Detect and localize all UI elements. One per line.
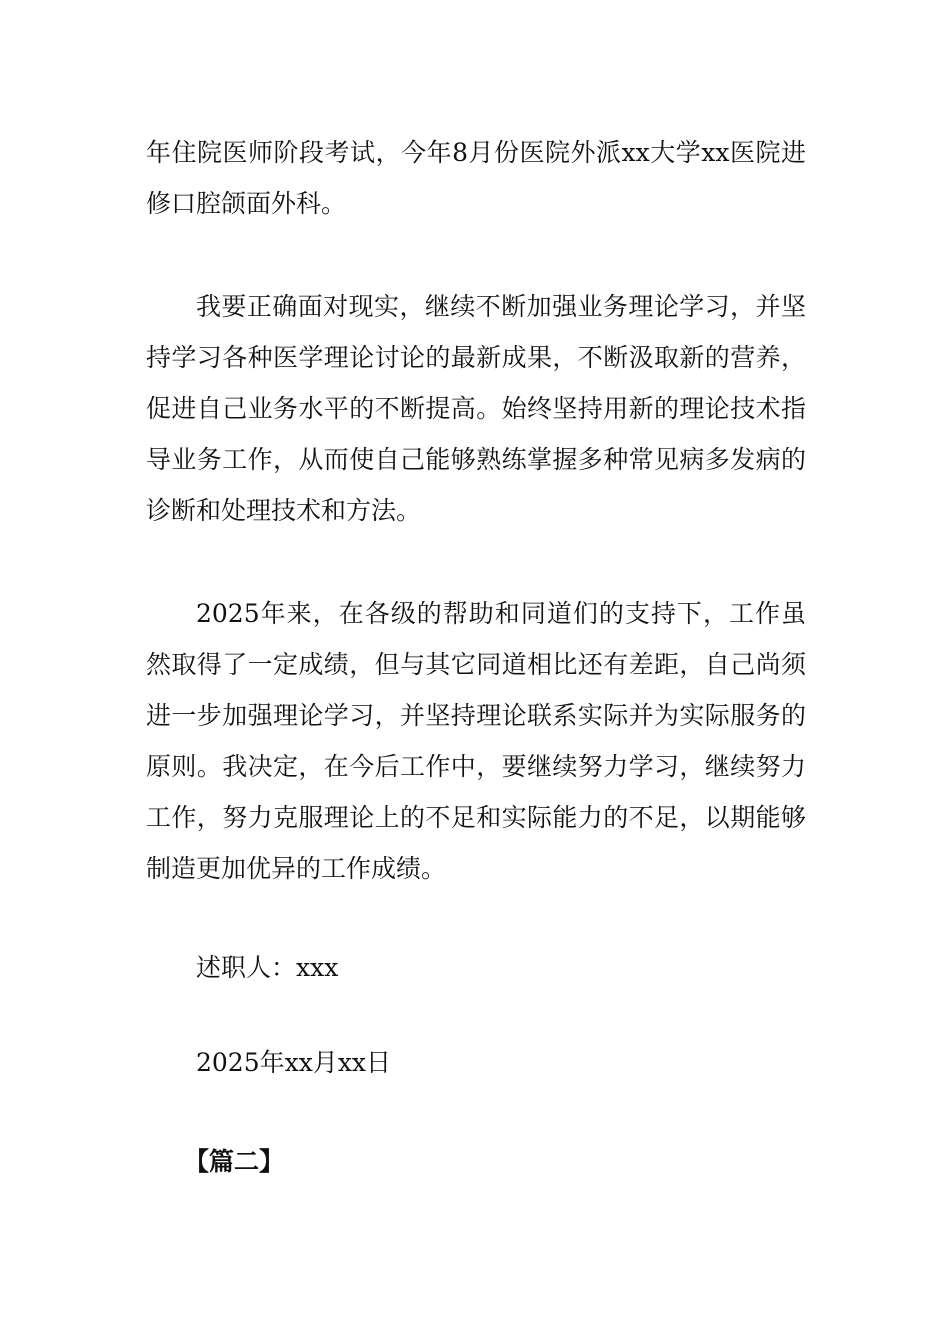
paragraph-continuation: 年住院医师阶段考试，今年8月份医院外派xx大学xx医院进修口腔颌面外科。 bbox=[146, 138, 806, 218]
section-heading: 【篇二】 bbox=[184, 1147, 285, 1176]
paragraph-summary: 2025年来，在各级的帮助和同道们的支持下，工作虽然取得了一定成绩，但与其它同道相比还有差距，自己尚须进一步加强理论学习，并坚持理论联系实际并为实际服务的原则。我决定，在今后工作中，要继续努力学习，继续努力工作，努力克服理论上的不足和实际能力的不足，以期能够制造更加优异的工作成绩。 bbox=[146, 599, 806, 883]
signature-line: 述职人：xxx bbox=[196, 953, 339, 982]
document-body bbox=[146, 127, 806, 1187]
paragraph-study-plan: 我要正确面对现实，继续不断加强业务理论学习，并坚持学习各种医学理论讨论的最新成果，不断汲取新的营养，促进自己业务水平的不断提高。始终坚持用新的理论技术指导业务工作，从而使自己能够熟练掌握多种常见病多发病的诊断和处理技术和方法。 bbox=[146, 292, 806, 525]
date-line: 2025年xx月xx日 bbox=[196, 1048, 392, 1077]
